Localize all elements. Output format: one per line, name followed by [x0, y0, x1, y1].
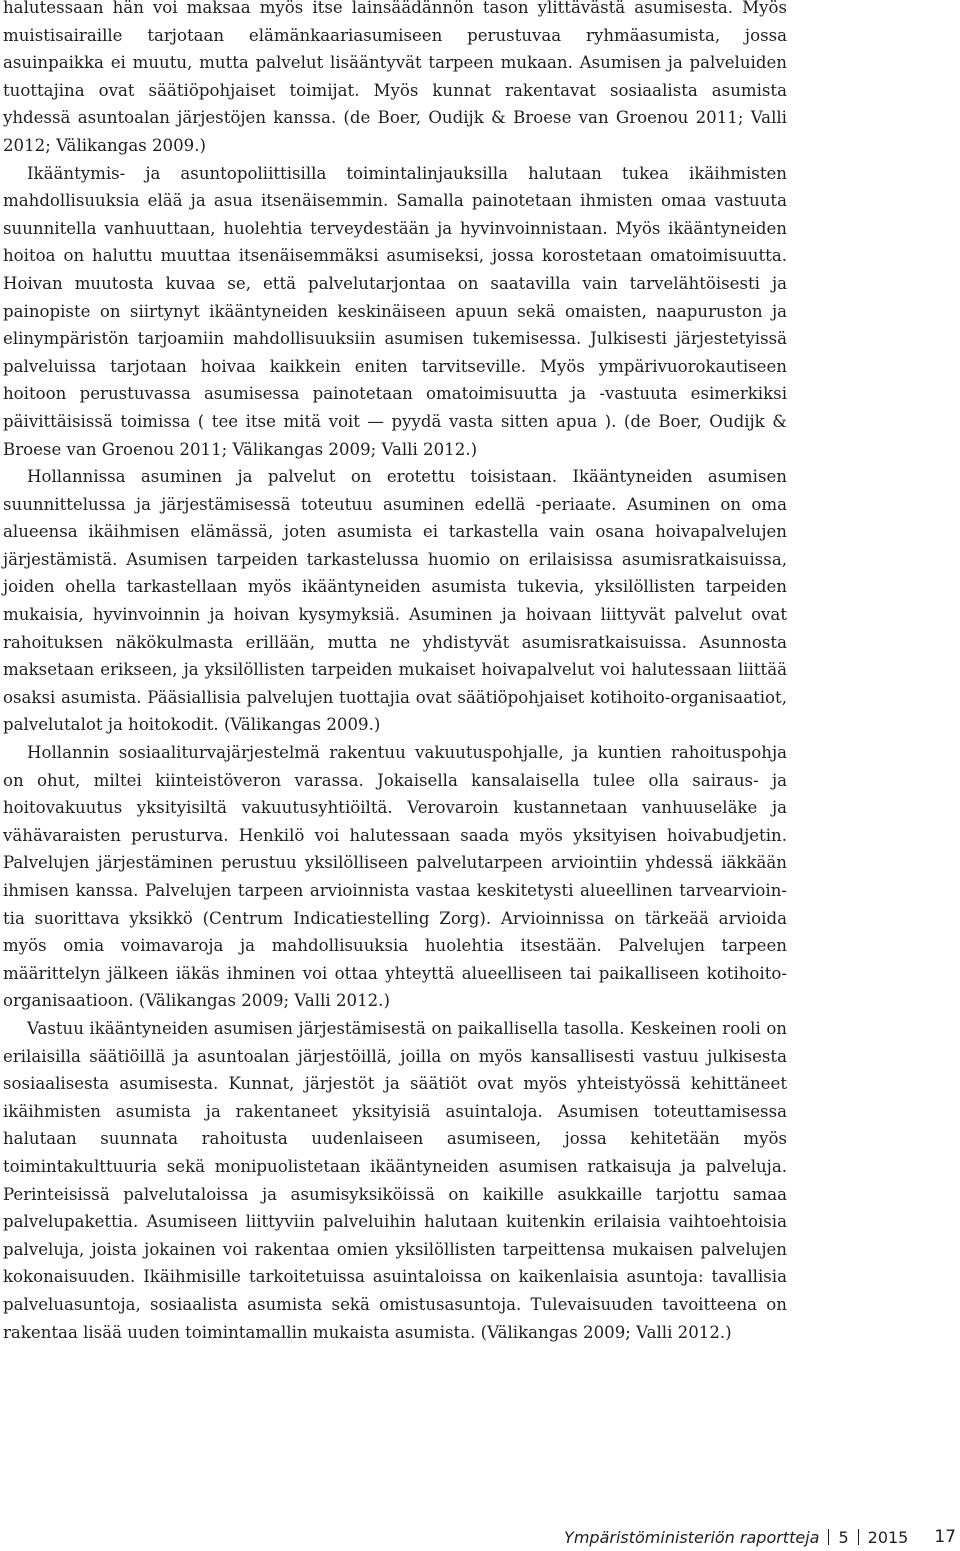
page-number: 17: [934, 1527, 956, 1547]
body-text: [3, 0, 787, 1346]
footer-divider: [858, 1529, 859, 1545]
paragraph-housing-services: Hollannissa asuminen ja palvelut on erotettu toisistaan. Ikääntyneiden asumisen suunnittelussa ja järjestämisessä toteutuu asuminen edellä -periaate. Asuminen on oma alueensa ikäihmisen elämässä, joten asumista ei tarkastella vain osana hoivapalvelujen järjestämistä. Asumisen tarpeiden tarkastelussa huomio on erilaisissa asumisratkaisuissa, joiden ohella tarkastellaan myös ikääntyneiden asumista tukevia, yksilöllisten tarpeiden mukaisia, hyvinvoinnin ja hoivan kysymyksiä. Asuminen ja hoivaan liittyvät palvelut ovat rahoituksen näkökulmasta erillään, mutta ne yhdistyvät asumisratkaisuissa. Asunnosta maksetaan erikseen, ja yksilöllisten tarpeiden mukaiset hoivapalvelut voi halutessaan liittää osaksi asumista. Pääsiallisia palvelujen tuottajia ovat säätiöpohjaiset kotihoito-organisaatiot, palvelutalot ja hoitokodit. (Välikangas 2009.): [3, 467, 787, 735]
footer-divider: [828, 1529, 829, 1545]
footer-report-number: 5: [838, 1527, 849, 1547]
footer-year: 2015: [867, 1527, 909, 1547]
page-footer: [564, 1525, 956, 1549]
paragraph-local-responsibility: Vastuu ikääntyneiden asumisen järjestämisestä on paikallisella tasolla. Keskeinen rooli on erilaisilla säätiöillä ja asuntoalan järjestöillä, joilla on myös kansallisesti vastuu julkisesta sosiaalisesta asumisesta. Kunnat, järjestöt ja säätiöt ovat myös yhteistyössä kehittäneet ikäihmisten asumista ja rakentaneet yksityisiä asuintaloja. Asumisen toteuttamisessa halutaan suunnata rahoitusta uudenlaiseen asumiseen, jossa kehitetään myös toimintakulttuuria sekä monipuolistetaan ikääntyneiden asumisen ratkaisuja ja palveluja. Perinteisissä palvelutaloissa ja asumisyksiköissä on kaikille asukkaille tarjottu samaa palvelupakettia. Asumiseen liittyviin palveluihin halutaan kuitenkin erilaisia vaihtoehtoisia palveluja, joista jokainen voi rakentaa omien yksilöllisten tarpeittensa mukaisen palvelujen kokonaisuuden. Ikäihmisille tarkoitetuissa asuintaloissa on kaikenlaisia asuntoja: tavallisia palveluasuntoja, sosiaalista asumista sekä omistusasuntoja. Tulevaisuuden tavoitteena on rakentaa lisää uuden toimintamallin mukaista asumista. (Välikangas 2009; Valli 2012.): [3, 1018, 787, 1342]
paragraph-ageing-policy: Ikääntymis- ja asuntopoliittisilla toimintalinjauksilla halutaan tukea ikäihmisten mahdollisuuksia elää ja asua itsenäisemmin. Samalla painotetaan ihmisten omaa vastuuta suunnitella vanhuuttaan, huolehtia terveydestään ja hyvinvoinnistaan. Myös ikääntyneiden hoitoa on haluttu muuttaa itsenäisemmäksi asumiseksi, jossa korostetaan omatoimisuutta. Hoivan muutosta kuvaa se, että palvelutarjontaa on saatavilla vain tarvelähtöisesti ja painopiste on siirtynyt ikääntyneiden keskinäiseen apuun sekä omaisten, naapuruston ja elinympäristön tarjoamiin mahdollisuuksiin asumisen tukemisessa. Julkisesti järjestetyissä palveluissa tarjotaan hoivaa kaikkein eniten tarvitseville. Myös ympärivuorokautiseen hoitoon perustuvassa asumisessa painotetaan omatoimisuutta ja -vastuuta esimerkiksi päivittäisissä toimissa ( tee itse mitä voit — pyydä vasta sitten apua ). (de Boer, Oudijk & Broese van Groenou 2011; Välikangas 2009; Valli 2012.): [3, 163, 787, 459]
footer-series-title: Ympäristöministeriön raportteja: [564, 1527, 820, 1547]
paragraph-social-security: Hollannin sosiaaliturvajärjestelmä rakentuu vakuutuspohjalle, ja kuntien rahoituspohja on ohut, miltei kiinteistöveron varassa. Jokaisella kansalaisella tulee olla sairaus- ja hoitovakuutus yksityisiltä vakuutusyhtiöiltä. Verovaroin kustannetaan vanhuuseläke ja vähävaraisten perusturva. Henkilö voi halutessaan saada myös yksityisen hoivabudjetin. Palvelujen järjestäminen perustuu yksilölliseen palvelutarpeen arviointiin yhdessä iäkkään ihmisen kanssa. Palvelujen tarpeen arvioinnista vastaa keskitetysti alueellinen tarvearviointia suorittava yksikkö (Centrum Indicatiestelling Zorg). Arvioinnissa on tärkeää arvioida myös omia voimavaroja ja mahdollisuuksia huolehtia itsestään. Palvelujen tarpeen määrittelyn jälkeen iäkäs ihminen voi ottaa yhteyttä alueelliseen tai paikalliseen kotihoito-organisaatioon. (Välikangas 2009; Valli 2012.): [3, 743, 787, 1011]
paragraph-continuation: halutessaan hän voi maksaa myös itse lainsäädännön tason ylittävästä asumisesta. Myös muistisairaille tarjotaan elämänkaariasumiseen perustuvaa ryhmäasumista, jossa asuinpaikka ei muutu, mutta palvelut lisääntyvät tarpeen mukaan. Asumisen ja palveluiden tuottajina ovat säätiöpohjaiset toimijat. Myös kunnat rakentavat sosiaalista asumista yhdessä asuntoalan järjestöjen kanssa. (de Boer, Oudijk & Broese van Groenou 2011; Valli 2012; Välikangas 2009.): [3, 0, 787, 155]
